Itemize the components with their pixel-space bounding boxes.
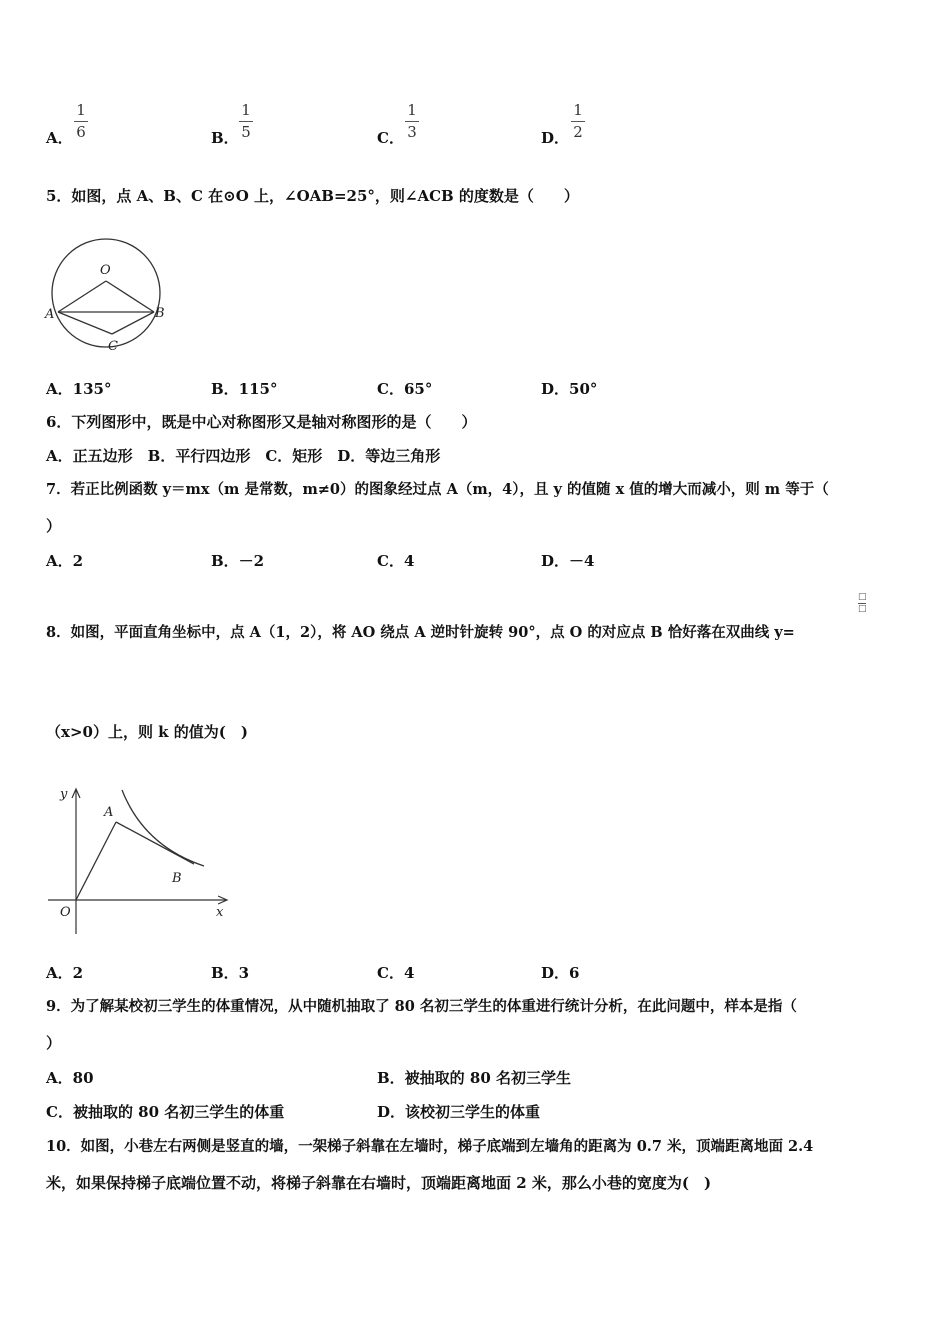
q9-option-c: C．被抽取的 80 名初三学生的体重: [46, 1103, 285, 1121]
q8-coordinate-figure: [44, 784, 234, 940]
label-c: C: [108, 339, 118, 354]
q4-option-a-fraction: [74, 102, 88, 141]
q4-option-d-fraction: [571, 102, 585, 141]
q5-stem: 5．如图，点 A、B、C 在⊙O 上，∠OAB=25°，则∠ACB 的度数是（ ）: [46, 187, 579, 205]
fraction-denominator: 6: [76, 123, 86, 141]
segment-oa: [76, 822, 116, 900]
q6-stem: 6．下列图形中，既是中心对称图形又是轴对称图形的是（ ）: [46, 413, 477, 431]
fraction-bar: [571, 121, 585, 122]
segment-bc: [112, 312, 154, 334]
fraction-denominator: 3: [407, 123, 417, 141]
label-o: O: [60, 905, 71, 920]
q8-stem-line2: （x>0）上，则 k 的值为( ): [46, 723, 248, 741]
fraction-numerator: □: [858, 592, 867, 602]
q10-stem-line1: 10．如图，小巷左右两侧是竖直的墙，一架梯子斜靠在左墙时，梯子底端到左墙角的距离为 0.7 米，顶端距离地面 2.4: [46, 1138, 814, 1155]
q8-stem-line1: 8．如图，平面直角坐标中，点 A（1，2），将 AO 绕点 A 逆时针旋转 90°，点 O 的对应点 B 恰好落在双曲线 y=: [46, 624, 795, 641]
fraction-denominator: □: [858, 604, 867, 614]
q9-stem-line2: ）: [46, 1034, 62, 1052]
q4-option-c-label: C．: [377, 129, 404, 147]
fraction-denominator: 5: [241, 123, 251, 141]
q4-option-a-label: A．: [46, 129, 73, 147]
segment-ac: [58, 312, 112, 334]
segment-ab: [116, 822, 194, 864]
q9-stem-line1: 9．为了解某校初三学生的体重情况，从中随机抽取了 80 名初三学生的体重进行统计分析，在此问题中，样本是指（: [46, 998, 797, 1015]
q7-stem-line2: ）: [46, 517, 62, 535]
label-b: B: [172, 871, 182, 886]
q6-options: A．正五边形 B．平行四边形 C．矩形 D．等边三角形: [46, 447, 441, 465]
segment-oa: [58, 281, 106, 312]
q4-option-d-label: D．: [541, 129, 570, 147]
q8-option-a: A．2: [46, 964, 84, 982]
circle-o: [52, 239, 160, 347]
q10-stem-line2: 米，如果保持梯子底端位置不动，将梯子斜靠在右墙时，顶端距离地面 2 米，那么小巷的宽度为( ): [46, 1174, 712, 1192]
q8-option-c: C．4: [377, 964, 415, 982]
q5-option-b: B．115°: [211, 380, 278, 398]
q5-circle-figure: [44, 226, 172, 356]
fraction-bar: [405, 121, 419, 122]
q7-option-d: D．－4: [541, 552, 595, 570]
label-y: y: [60, 787, 68, 802]
q4-option-b-label: B．: [211, 129, 239, 147]
label-b: B: [155, 306, 165, 321]
q5-option-c: C．65°: [377, 380, 433, 398]
q8-k-over-x-fraction: [858, 593, 867, 614]
q4-option-b-fraction: [239, 102, 253, 141]
fraction-bar: [239, 121, 253, 122]
fraction-numerator: 1: [407, 101, 417, 119]
label-o: O: [100, 263, 111, 278]
fraction-numerator: 1: [241, 101, 251, 119]
q8-option-b: B．3: [211, 964, 250, 982]
label-a: A: [104, 805, 114, 820]
q9-option-d: D．该校初三学生的体重: [377, 1103, 541, 1121]
q8-option-d: D．6: [541, 964, 580, 982]
fraction-numerator: 1: [76, 101, 86, 119]
label-x: x: [216, 905, 224, 920]
q7-option-c: C．4: [377, 552, 415, 570]
hyperbola-curve: [122, 790, 204, 866]
q9-option-b: B．被抽取的 80 名初三学生: [377, 1069, 571, 1087]
segment-ob: [106, 281, 154, 312]
q9-option-a: A．80: [46, 1069, 94, 1087]
fraction-numerator: 1: [573, 101, 583, 119]
fraction-bar: [74, 121, 88, 122]
q5-option-a: A．135°: [46, 380, 112, 398]
fraction-denominator: 2: [573, 123, 583, 141]
q5-option-d: D．50°: [541, 380, 598, 398]
q4-option-c-fraction: [405, 102, 419, 141]
q7-option-a: A．2: [46, 552, 84, 570]
q7-option-b: B．－2: [211, 552, 265, 570]
label-a: A: [45, 307, 55, 322]
q7-stem-line1: 7．若正比例函数 y＝mx（m 是常数，m≠0）的图象经过点 A（m，4），且 y 的值随 x 值的增大而减小，则 m 等于（: [46, 481, 829, 498]
